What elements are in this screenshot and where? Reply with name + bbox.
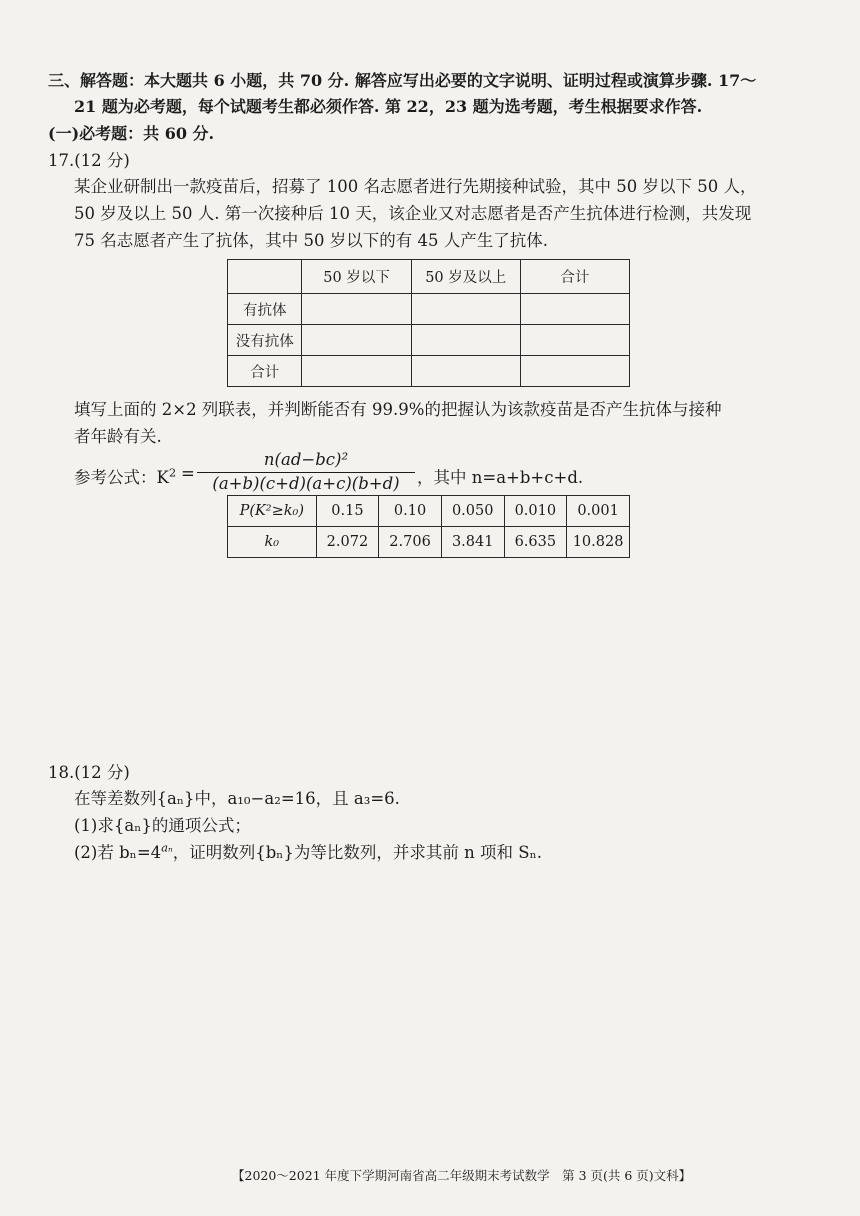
p-value-cell: 0.050 <box>441 496 504 527</box>
row-label-k0: k₀ <box>228 527 317 558</box>
table-row <box>228 527 630 558</box>
row-label-no-antibody: 没有抗体 <box>228 325 302 356</box>
table-row <box>228 325 630 356</box>
formula-numerator: n(ad−bc)² <box>263 450 349 469</box>
table-cell <box>520 325 629 356</box>
contingency-table <box>227 259 630 387</box>
table-corner-cell <box>228 260 302 294</box>
table-cell <box>302 325 411 356</box>
formula-equals: = <box>181 464 195 483</box>
q17-instruction-line1: 填写上面的 2×2 列联表，并判断能否有 99.9%的把握认为该款疫苗是否产生抗体与接种 <box>74 400 722 419</box>
row-label-probability: P(K²≥k₀) <box>228 496 317 527</box>
row-label-total: 合计 <box>228 356 302 387</box>
table-cell <box>411 356 520 387</box>
q18-part1: (1)求{aₙ}的通项公式； <box>74 816 251 835</box>
p-value-cell: 0.15 <box>316 496 379 527</box>
table-cell <box>302 294 411 325</box>
k-value-cell: 10.828 <box>567 527 630 558</box>
table-cell <box>302 356 411 387</box>
table-cell <box>520 356 629 387</box>
sub-heading: (一)必考题：共 60 分. <box>48 124 215 143</box>
q18-number: 18.(12 分) <box>48 763 130 782</box>
q18-line1: 在等差数列{aₙ}中，a₁₀−a₂=16，且 a₃=6. <box>74 789 400 808</box>
q17-para1: 某企业研制出一款疫苗后，招募了 100 名志愿者进行先期接种试验，其中 50 岁以下 50 人， <box>74 177 757 196</box>
table-cell <box>411 325 520 356</box>
critical-value-table <box>227 495 630 558</box>
k-value-cell: 2.072 <box>316 527 379 558</box>
table-header-total: 合计 <box>520 260 629 294</box>
q17-para3: 75 名志愿者产生了抗体，其中 50 岁以下的有 45 人产生了抗体. <box>74 231 548 250</box>
k-value-cell: 6.635 <box>504 527 567 558</box>
section-heading-line2: 21 题为必考题，每个试题考生都必须作答. 第 22，23 题为选考题，考生根据要求作答. <box>74 97 703 116</box>
k-value-cell: 2.706 <box>379 527 442 558</box>
table-row <box>228 356 630 387</box>
section-heading-line1: 三、解答题：本大题共 6 小题，共 70 分. 解答应写出必要的文字说明、证明过程或演算步骤. 17～ <box>48 71 757 90</box>
p-value-cell: 0.10 <box>379 496 442 527</box>
formula-label: 参考公式：$K^2$ <box>74 465 177 487</box>
q17-para2: 50 岁及以上 50 人. 第一次接种后 10 天，该企业又对志愿者是否产生抗体进行检测，共发现 <box>74 204 752 223</box>
p-value-cell: 0.001 <box>567 496 630 527</box>
fraction-bar <box>197 472 415 473</box>
q17-instruction-line2: 者年龄有关. <box>74 427 162 446</box>
q18-part2: (2)若 $b_n=4^{a_n}$，证明数列{bₙ}为等比数列，并求其前 n 项和 Sₙ. <box>74 840 542 862</box>
row-label-antibody: 有抗体 <box>228 294 302 325</box>
table-header-50plus: 50 岁及以上 <box>411 260 520 294</box>
table-cell <box>520 294 629 325</box>
table-cell <box>411 294 520 325</box>
table-row <box>228 496 630 527</box>
q17-number: 17.(12 分) <box>48 151 130 170</box>
page-footer: 【2020～2021 年度下学期河南省高二年级期末考试数学 第 3 页(共 6 页)文科】 <box>232 1168 692 1183</box>
table-header-under50: 50 岁以下 <box>302 260 411 294</box>
table-row <box>228 294 630 325</box>
p-value-cell: 0.010 <box>504 496 567 527</box>
formula-tail: ，其中 n=a+b+c+d. <box>417 468 584 487</box>
formula-fraction <box>197 450 415 498</box>
k-value-cell: 3.841 <box>441 527 504 558</box>
formula-denominator: (a+b)(c+d)(a+c)(b+d) <box>212 474 400 493</box>
